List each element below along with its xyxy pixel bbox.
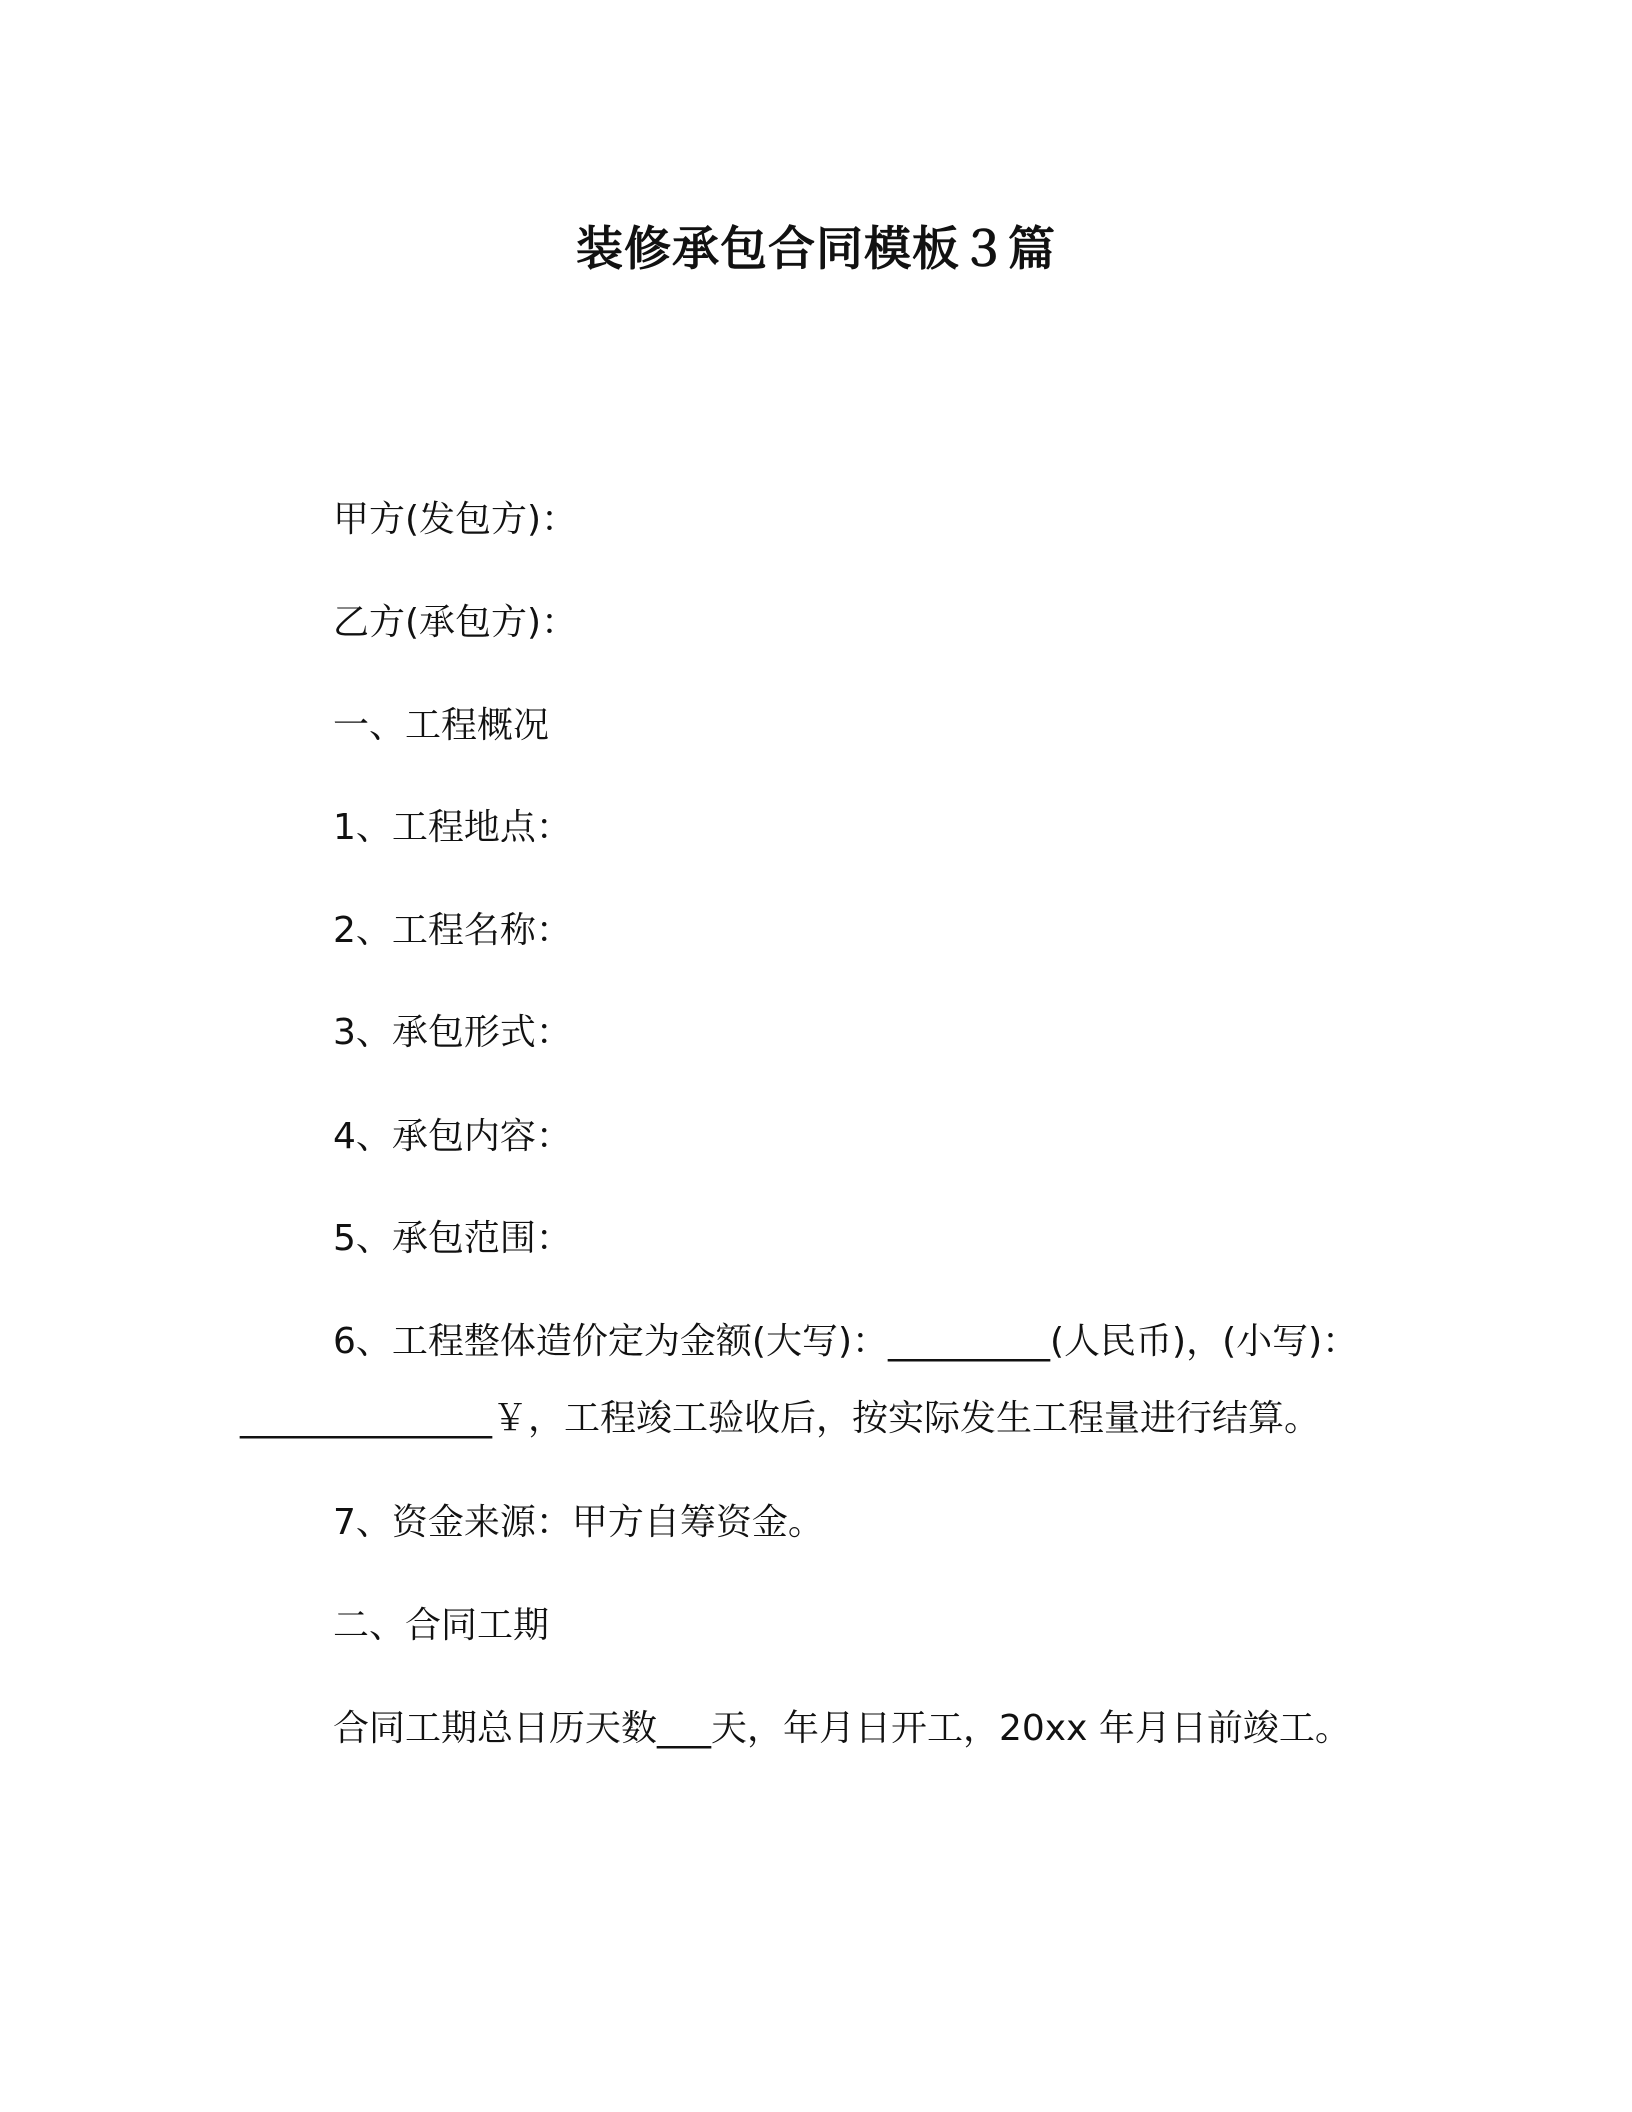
document-title: 装修承包合同模板３篇: [576, 222, 1056, 277]
item-project-cost-continued: ______________￥，工程竣工验收后，按实际发生工程量进行结算。: [240, 1398, 1321, 1439]
party-b-line: 乙方(承包方)：: [333, 602, 578, 643]
item-contract-form: 3、承包形式：: [333, 1012, 572, 1053]
contract-period-text: 合同工期总日历天数___天，年月日开工，20xx 年月日前竣工。: [333, 1708, 1351, 1749]
item-fund-source: 7、资金来源：甲方自筹资金。: [333, 1502, 824, 1543]
item-project-name: 2、工程名称：: [333, 910, 572, 951]
item-project-location: 1、工程地点：: [333, 807, 572, 848]
party-a-line: 甲方(发包方)：: [333, 499, 578, 540]
item-contract-scope: 5、承包范围：: [333, 1218, 572, 1259]
section-heading-project-overview: 一、工程概况: [333, 705, 550, 746]
item-contract-content: 4、承包内容：: [333, 1116, 572, 1157]
section-heading-contract-period: 二、合同工期: [333, 1605, 550, 1646]
item-project-cost: 6、工程整体造价定为金额(大写)：_________(人民币)，(小写)：: [333, 1321, 1359, 1362]
